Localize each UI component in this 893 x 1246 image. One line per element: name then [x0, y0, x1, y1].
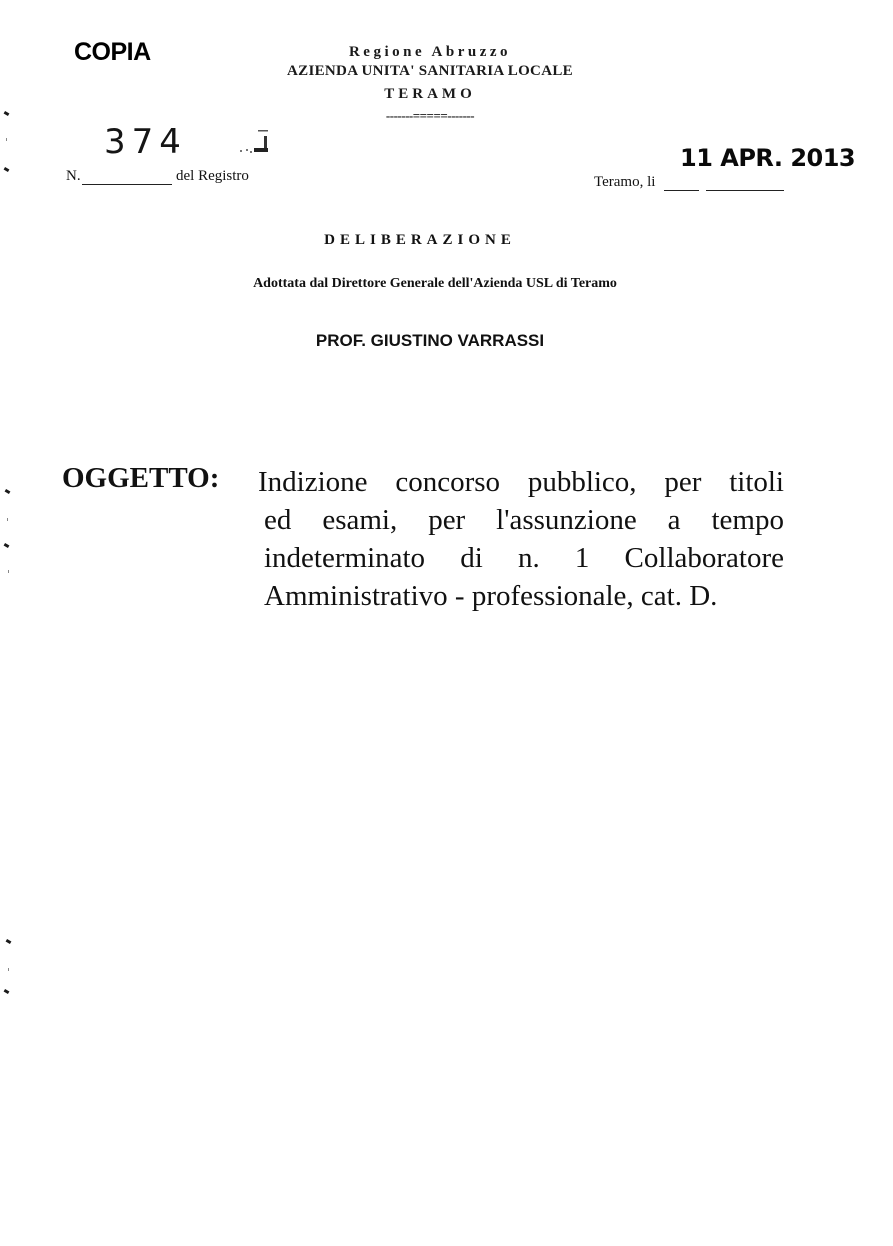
- scan-mark: [7, 518, 8, 521]
- subject-line: ed esami, per l'assunzione a tempo: [264, 504, 784, 536]
- subject-text: [258, 463, 784, 615]
- scan-mark: [4, 989, 10, 994]
- subject-label: OGGETTO:: [62, 462, 220, 494]
- scan-mark: [6, 138, 7, 141]
- adopted-by: Adottata dal Direttore Generale dell'Azienda USL di Teramo: [253, 276, 617, 291]
- scan-mark: [6, 939, 12, 944]
- region-name: Regione Abruzzo: [348, 44, 512, 60]
- registry-label: del Registro: [176, 168, 249, 184]
- copy-stamp: COPIA: [74, 38, 151, 66]
- registry-number: 374: [104, 122, 187, 162]
- subject-line: Indizione concorso pubblico, per titoli: [258, 466, 784, 498]
- director-name: PROF. GIUSTINO VARRASSI: [315, 331, 545, 350]
- date-line-long: [706, 190, 784, 191]
- date-line-short: [664, 190, 699, 191]
- subject-line: indeterminato di n. 1 Collaboratore: [264, 542, 784, 574]
- stamp-smudge-icon: [230, 128, 270, 156]
- scan-mark: [8, 570, 9, 573]
- registry-number-line: [82, 184, 172, 185]
- registry-n-label: N.: [66, 168, 81, 184]
- scan-mark: [8, 968, 9, 971]
- scan-mark: [5, 489, 11, 494]
- header-separator: -------=====-------: [385, 108, 475, 123]
- subject-line: Amministrativo - professionale, cat. D.: [264, 580, 718, 612]
- scan-mark: [4, 111, 10, 116]
- agency-city: TERAMO: [384, 86, 476, 102]
- document-type: DELIBERAZIONE: [324, 232, 516, 248]
- agency-name: AZIENDA UNITA' SANITARIA LOCALE: [287, 63, 573, 79]
- date-stamp: 11 APR. 2013: [680, 144, 856, 172]
- scan-mark: [4, 543, 10, 548]
- place-label: Teramo, li: [594, 174, 656, 190]
- scan-mark: [4, 167, 10, 172]
